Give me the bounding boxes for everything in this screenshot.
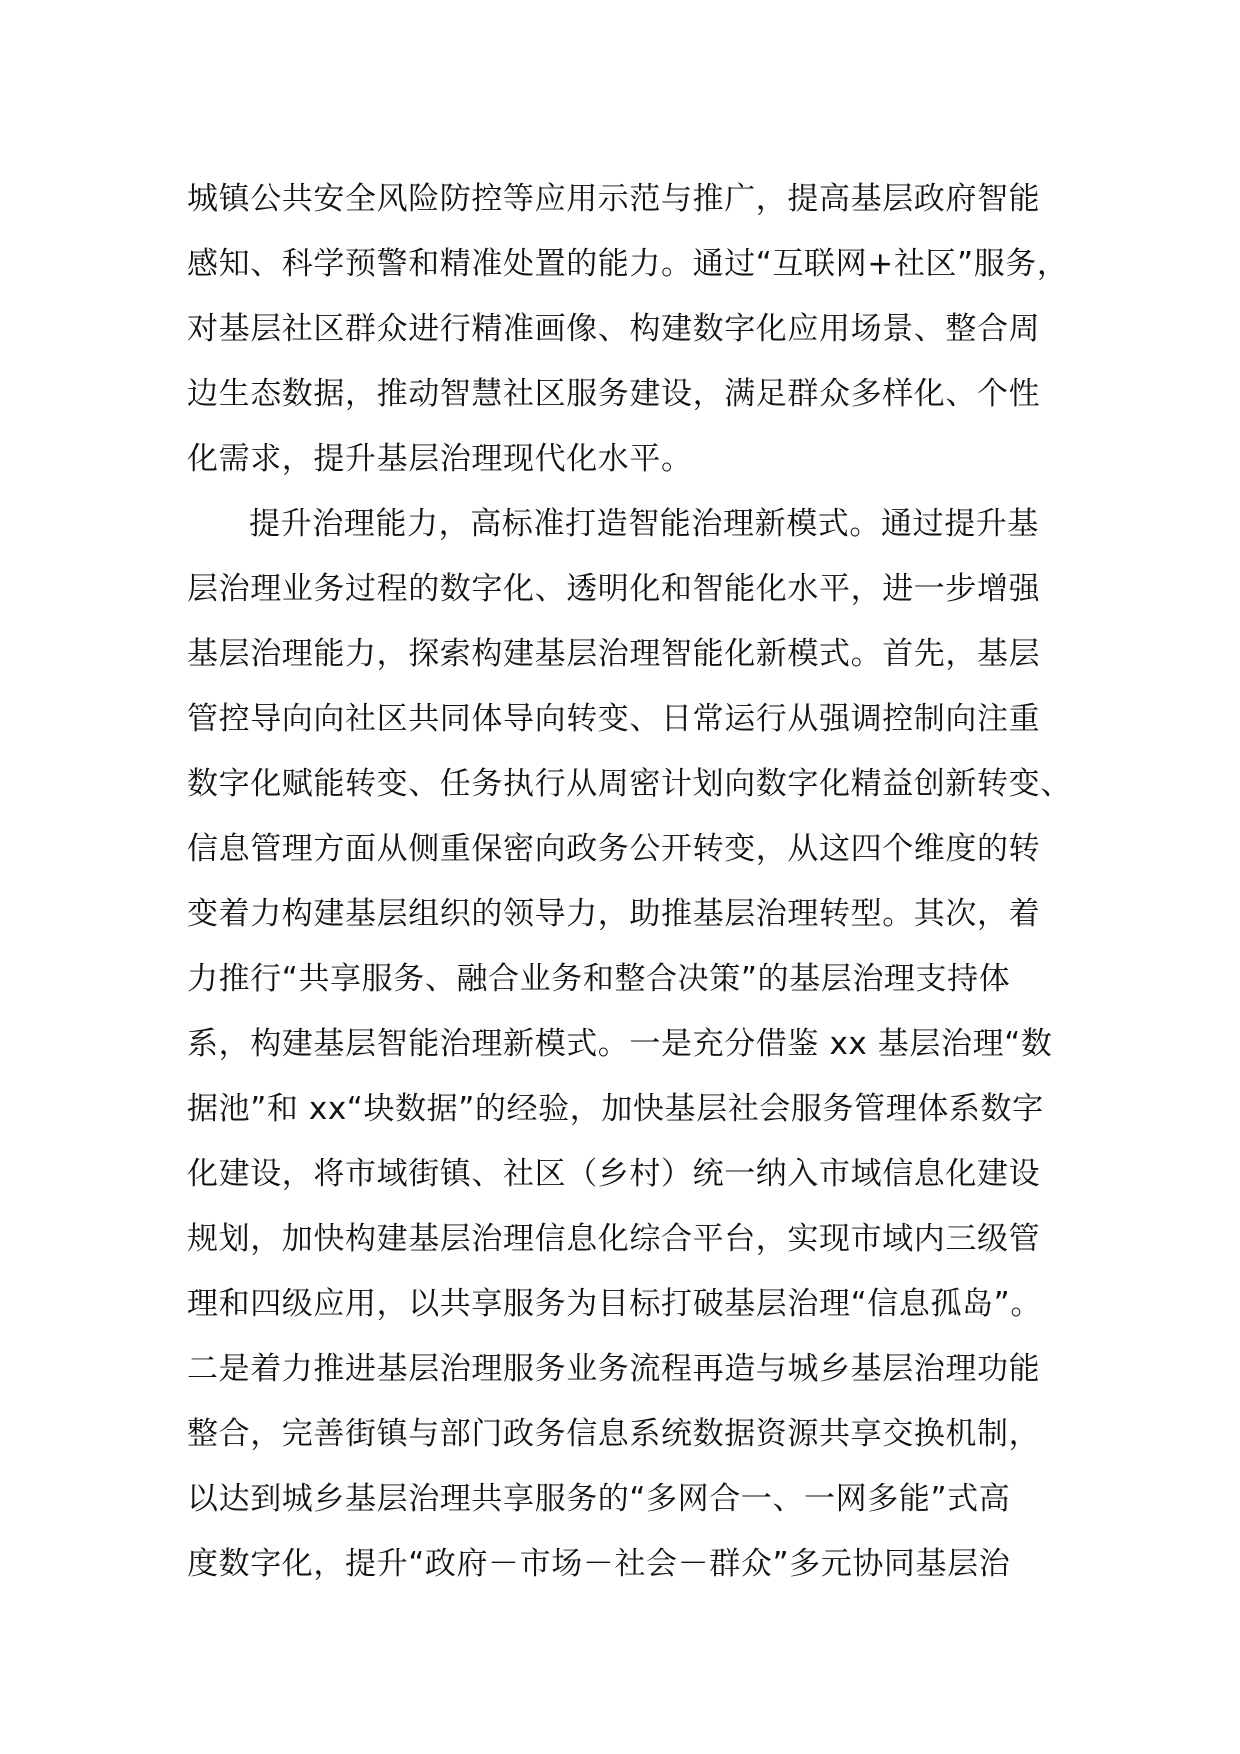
text-line: 数字化赋能转变、任务执行从周密计划向数字化精益创新转变、: [187, 766, 1072, 802]
paragraph-start-line: 提升治理能力，高标准打造智能治理新模式。通过提升基: [249, 506, 1039, 542]
text-line: 整合，完善街镇与部门政务信息系统数据资源共享交换机制，: [187, 1416, 1041, 1452]
text-line: 度数字化，提升“政府－市场－社会－群众”多元协同基层治: [187, 1546, 1011, 1582]
text-line: 变着力构建基层组织的领导力，助推基层治理转型。其次，着: [187, 896, 1041, 932]
text-line: 二是着力推进基层治理服务业务流程再造与城乡基层治理功能: [187, 1351, 1041, 1387]
text-line: 化需求，提升基层治理现代化水平。: [187, 441, 693, 477]
text-line: 感知、科学预警和精准处置的能力。通过“互联网+社区”服务，: [187, 246, 1069, 282]
text-line: 力推行“共享服务、融合业务和整合决策”的基层治理支持体: [187, 961, 1011, 997]
text-line: 规划，加快构建基层治理信息化综合平台，实现市域内三级管: [187, 1221, 1041, 1257]
text-line: 化建设，将市域街镇、社区（乡村）统一纳入市域信息化建设: [187, 1156, 1041, 1192]
body-text: [187, 167, 1087, 1597]
text-line: 基层治理能力，探索构建基层治理智能化新模式。首先，基层: [187, 636, 1041, 672]
text-line: 以达到城乡基层治理共享服务的“多网合一、一网多能”式高: [187, 1481, 1011, 1517]
text-line: 理和四级应用，以共享服务为目标打破基层治理“信息孤岛”。: [187, 1286, 1042, 1322]
text-line: 据池”和 xx“块数据”的经验，加快基层社会服务管理体系数字: [187, 1091, 1044, 1127]
text-line: 城镇公共安全风险防控等应用示范与推广，提高基层政府智能: [187, 181, 1041, 217]
text-line: 信息管理方面从侧重保密向政务公开转变，从这四个维度的转: [187, 831, 1041, 867]
text-line: 层治理业务过程的数字化、透明化和智能化水平，进一步增强: [187, 571, 1041, 607]
text-line: 管控导向向社区共同体导向转变、日常运行从强调控制向注重: [187, 701, 1041, 737]
text-line: 系，构建基层智能治理新模式。一是充分借鉴 xx 基层治理“数: [187, 1026, 1053, 1062]
text-line: 边生态数据，推动智慧社区服务建设，满足群众多样化、个性: [187, 376, 1041, 412]
text-line: 对基层社区群众进行精准画像、构建数字化应用场景、整合周: [187, 311, 1041, 347]
